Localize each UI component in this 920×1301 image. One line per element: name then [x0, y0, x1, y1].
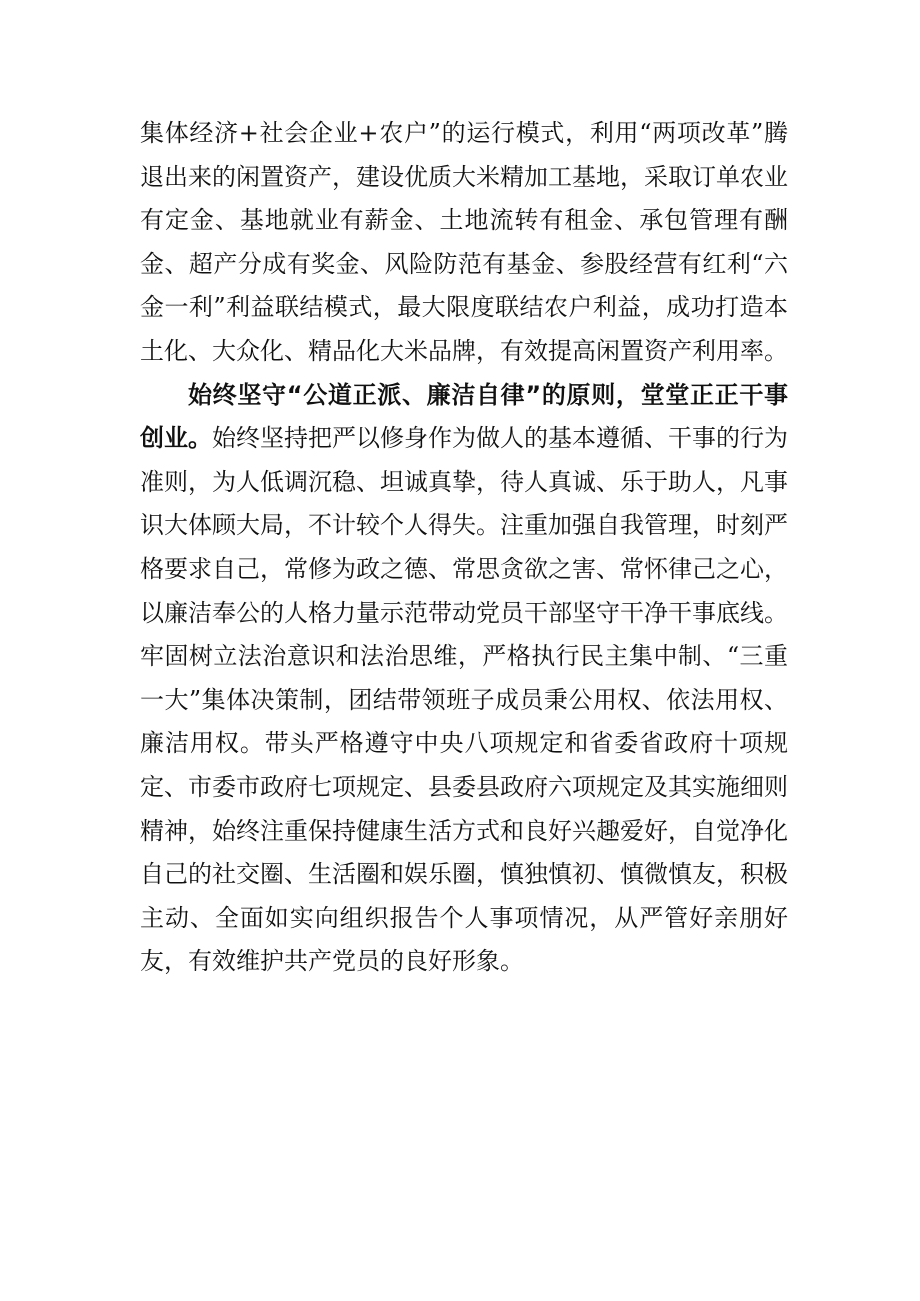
paragraph-continuation: [140, 112, 788, 374]
document-page: [140, 112, 788, 984]
paragraph-integrity: [140, 374, 788, 984]
paragraph-1-text: 集体经济+社会企业+农户”的运行模式，利用“两项改革”腾退出来的闲置资产，建设优质大米精加工基地，采取订单农业有定金、基地就业有薪金、土地流转有租金、承包管理有酬金、超产分成有奖金、风险防范有基金、参股经营有红利“六金一利”利益联结模式，最大限度联结农户利益，成功打造本土化、大众化、精品化大米品牌，有效提高闲置资产利用率。: [140, 119, 788, 365]
paragraph-2-heading: 始终坚守“公道正派、廉洁自律”的原则，堂堂正正干事创业。: [140, 380, 788, 453]
paragraph-2-text: 始终坚持把严以修身作为做人的基本遵循、干事的行为准则，为人低调沉稳、坦诚真挚，待人真诚、乐于助人，凡事识大体顾大局，不计较个人得失。注重加强自我管理，时刻严格要求自己，常修为政之德、常思贪欲之害、常怀律己之心，以廉洁奉公的人格力量示范带动党员干部坚守干净干事底线。牢固树立法治意识和法治思维，严格执行民主集中制、“三重一大”集体决策制，团结带领班子成员秉公用权、依法用权、廉洁用权。带头严格遵守中央八项规定和省委省政府十项规定、市委市政府七项规定、县委县政府六项规定及其实施细则精神，始终注重保持健康生活方式和良好兴趣爱好，自觉净化自己的社交圈、生活圈和娱乐圈，慎独慎初、慎微慎友，积极主动、全面如实向组织报告个人事项情况，从严管好亲朋好友，有效维护共产党员的良好形象。: [140, 424, 788, 976]
